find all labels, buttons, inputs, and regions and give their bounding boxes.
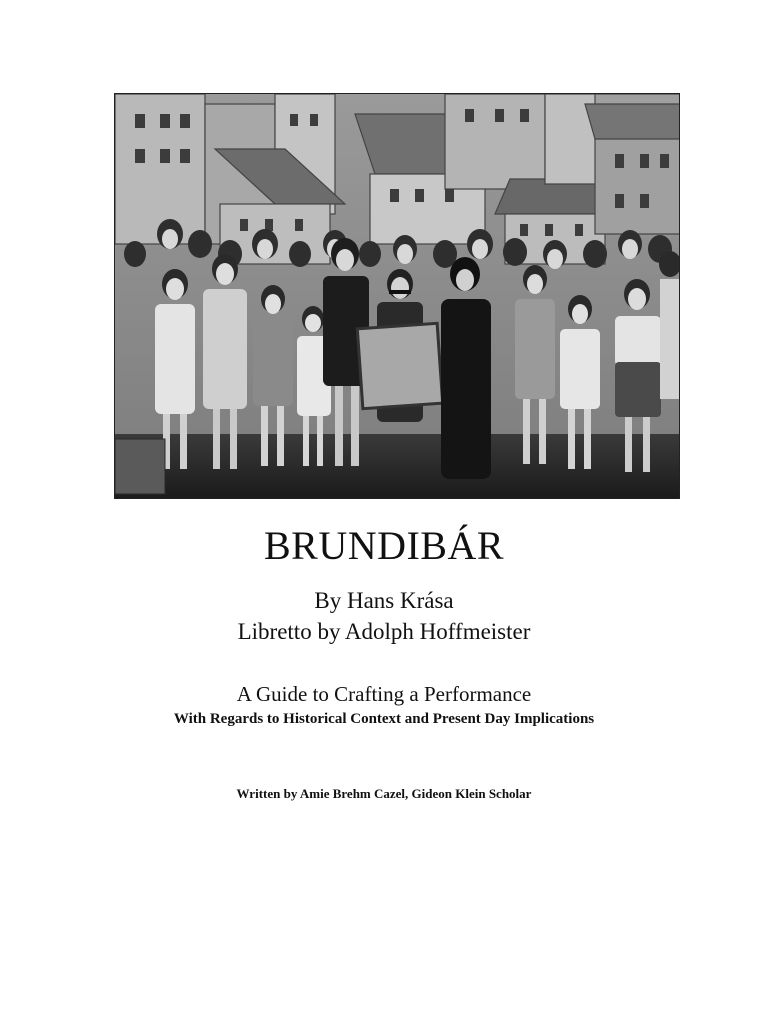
guide-title: A Guide to Crafting a Performance bbox=[236, 682, 532, 706]
composer-credit: By Hans Krása bbox=[314, 588, 454, 613]
librettist-credit: Libretto by Adolph Hoffmeister bbox=[237, 619, 531, 644]
cast-photo-illustration bbox=[115, 94, 680, 499]
document-title: BRUNDIBÁR bbox=[263, 523, 505, 568]
wooden-crate bbox=[115, 439, 165, 494]
sign-board bbox=[357, 323, 442, 408]
cover-photo bbox=[114, 93, 680, 499]
guide-subtitle: With Regards to Historical Context and Present Day Implications bbox=[173, 711, 595, 727]
author-credit: Written by Amie Brehm Cazel, Gideon Klein Scholar bbox=[236, 786, 532, 801]
